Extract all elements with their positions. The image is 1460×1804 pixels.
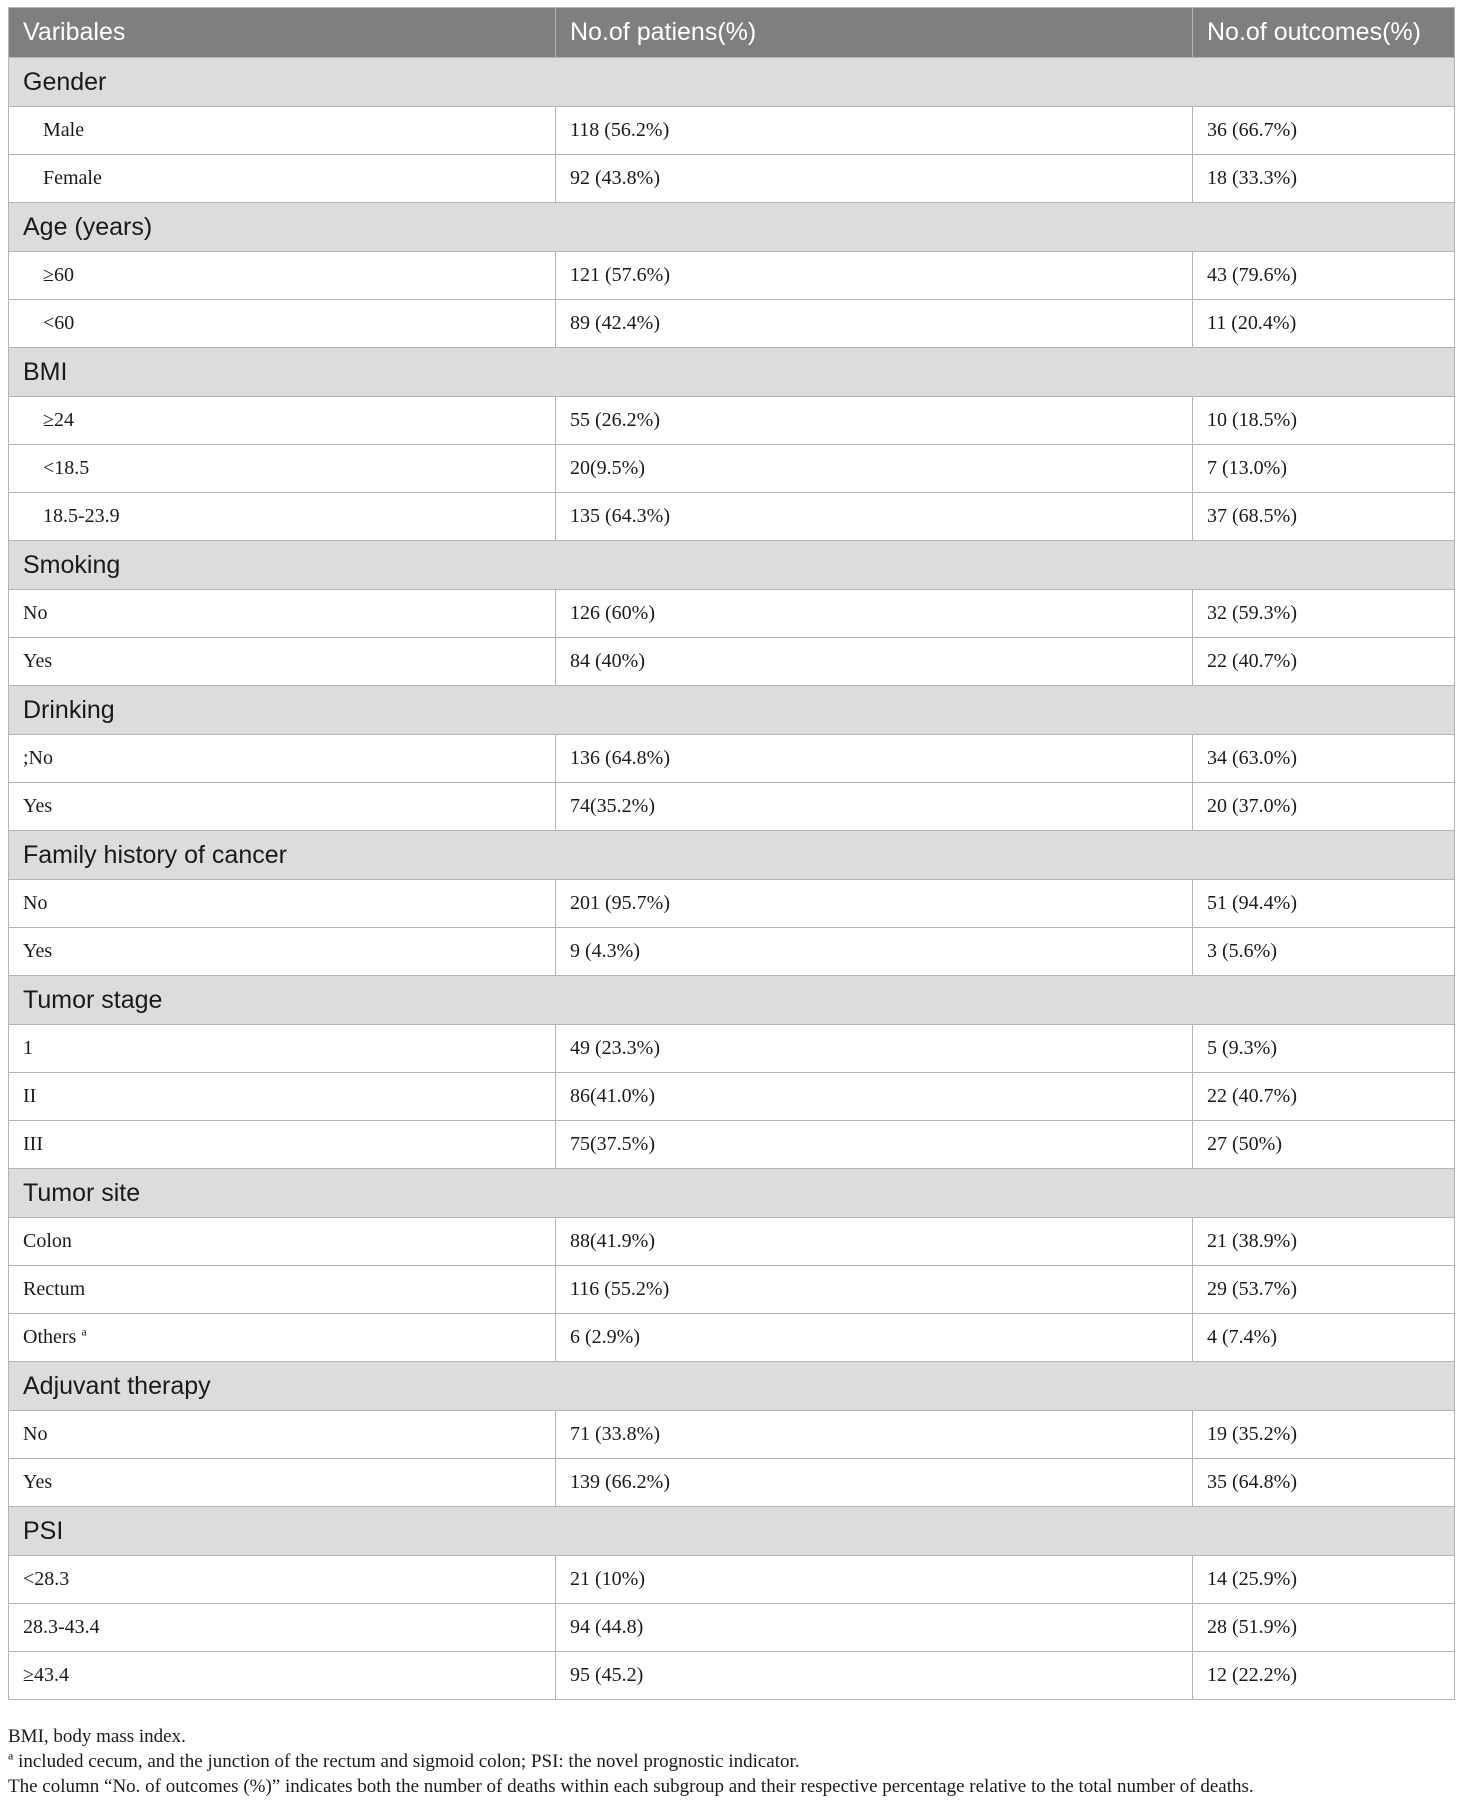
outcomes-cell: 3 (5.6%) <box>1193 928 1455 976</box>
table-row <box>9 1556 1455 1604</box>
table-row <box>9 1604 1455 1652</box>
patients-cell: 116 (55.2%) <box>556 1266 1193 1314</box>
patients-cell: 88(41.9%) <box>556 1218 1193 1266</box>
row-label: 1 <box>23 1037 33 1059</box>
table-row <box>9 155 1455 203</box>
group-row <box>9 1169 1455 1218</box>
outcomes-cell: 18 (33.3%) <box>1193 155 1455 203</box>
row-label: 18.5-23.9 <box>43 505 120 527</box>
row-label: II <box>23 1085 37 1107</box>
patients-cell: 86(41.0%) <box>556 1073 1193 1121</box>
table-row <box>9 252 1455 300</box>
patients-cell: 74(35.2%) <box>556 783 1193 831</box>
row-label-cell <box>9 1604 556 1652</box>
row-label: III <box>23 1133 43 1155</box>
row-footnote-mark: a <box>81 1324 87 1339</box>
group-label: Family history of cancer <box>9 831 1455 880</box>
table-row <box>9 445 1455 493</box>
group-row <box>9 831 1455 880</box>
patients-cell: 135 (64.3%) <box>556 493 1193 541</box>
table-row <box>9 107 1455 155</box>
patients-cell: 71 (33.8%) <box>556 1411 1193 1459</box>
outcomes-cell: 27 (50%) <box>1193 1121 1455 1169</box>
row-label-cell <box>9 1652 556 1700</box>
header-row <box>9 8 1455 58</box>
outcomes-cell: 5 (9.3%) <box>1193 1025 1455 1073</box>
group-label: Age (years) <box>9 203 1455 252</box>
table-row <box>9 880 1455 928</box>
row-label-cell <box>9 493 556 541</box>
table-row <box>9 1652 1455 1700</box>
patients-cell: 75(37.5%) <box>556 1121 1193 1169</box>
row-label-cell <box>9 1411 556 1459</box>
patients-cell: 94 (44.8) <box>556 1604 1193 1652</box>
header-patients: No.of patiens(%) <box>556 8 1193 58</box>
group-row <box>9 1362 1455 1411</box>
outcomes-cell: 7 (13.0%) <box>1193 445 1455 493</box>
header-outcomes: No.of outcomes(%) <box>1193 8 1455 58</box>
row-label: No <box>23 892 48 914</box>
row-label: Yes <box>23 940 53 962</box>
row-label-cell <box>9 783 556 831</box>
row-label-cell <box>9 1025 556 1073</box>
patients-cell: 121 (57.6%) <box>556 252 1193 300</box>
patient-characteristics-table <box>8 7 1455 1700</box>
table-footnotes <box>8 1724 1454 1799</box>
patients-cell: 49 (23.3%) <box>556 1025 1193 1073</box>
table-body <box>9 58 1455 1700</box>
footnote-a <box>8 1749 1454 1774</box>
row-label: Yes <box>23 795 53 817</box>
patients-cell: 95 (45.2) <box>556 1652 1193 1700</box>
table-row <box>9 1073 1455 1121</box>
row-label-cell <box>9 1556 556 1604</box>
row-label: Colon <box>23 1230 72 1252</box>
table-row <box>9 300 1455 348</box>
abbreviation-note: BMI, body mass index. <box>8 1726 186 1747</box>
patients-cell: 21 (10%) <box>556 1556 1193 1604</box>
table-row <box>9 1025 1455 1073</box>
table-row <box>9 590 1455 638</box>
outcomes-cell: 29 (53.7%) <box>1193 1266 1455 1314</box>
outcomes-cell: 12 (22.2%) <box>1193 1652 1455 1700</box>
row-label-cell <box>9 590 556 638</box>
table-row <box>9 638 1455 686</box>
outcomes-cell: 4 (7.4%) <box>1193 1314 1455 1362</box>
row-label: No <box>23 1423 48 1445</box>
patients-cell: 84 (40%) <box>556 638 1193 686</box>
row-label: Yes <box>23 650 53 672</box>
group-row <box>9 348 1455 397</box>
outcomes-cell: 22 (40.7%) <box>1193 1073 1455 1121</box>
patients-cell: 6 (2.9%) <box>556 1314 1193 1362</box>
patients-cell: 89 (42.4%) <box>556 300 1193 348</box>
table-row <box>9 1314 1455 1362</box>
group-label: Drinking <box>9 686 1455 735</box>
header-variables: Varibales <box>9 8 556 58</box>
outcomes-cell: 10 (18.5%) <box>1193 397 1455 445</box>
patients-cell: 20(9.5%) <box>556 445 1193 493</box>
group-label: Tumor site <box>9 1169 1455 1218</box>
group-row <box>9 541 1455 590</box>
group-label: Adjuvant therapy <box>9 1362 1455 1411</box>
row-label: No <box>23 602 48 624</box>
row-label: <28.3 <box>23 1568 70 1590</box>
row-label: Male <box>43 119 85 141</box>
group-row <box>9 1507 1455 1556</box>
footnote-mark: a <box>8 1748 14 1763</box>
patients-cell: 136 (64.8%) <box>556 735 1193 783</box>
table-row <box>9 493 1455 541</box>
table-container <box>8 7 1454 1700</box>
row-label-cell <box>9 638 556 686</box>
row-label-cell <box>9 252 556 300</box>
group-row <box>9 203 1455 252</box>
table-row <box>9 783 1455 831</box>
group-label: PSI <box>9 1507 1455 1556</box>
row-label: ≥43.4 <box>23 1664 69 1686</box>
table-row <box>9 1411 1455 1459</box>
group-row <box>9 686 1455 735</box>
outcomes-cell: 51 (94.4%) <box>1193 880 1455 928</box>
row-label-cell <box>9 445 556 493</box>
row-label-cell <box>9 1314 556 1362</box>
row-label: <60 <box>43 312 75 334</box>
row-label-cell <box>9 107 556 155</box>
outcomes-cell: 19 (35.2%) <box>1193 1411 1455 1459</box>
row-label: <18.5 <box>43 457 90 479</box>
table-row <box>9 397 1455 445</box>
patients-cell: 55 (26.2%) <box>556 397 1193 445</box>
row-label: 28.3-43.4 <box>23 1616 100 1638</box>
outcomes-cell: 22 (40.7%) <box>1193 638 1455 686</box>
table-row <box>9 1266 1455 1314</box>
outcomes-cell: 43 (79.6%) <box>1193 252 1455 300</box>
row-label-cell <box>9 1266 556 1314</box>
row-label: Rectum <box>23 1278 86 1300</box>
row-label-cell <box>9 880 556 928</box>
row-label-cell <box>9 735 556 783</box>
outcomes-cell: 32 (59.3%) <box>1193 590 1455 638</box>
row-label: ≥60 <box>43 264 74 286</box>
table-row <box>9 1218 1455 1266</box>
row-label-cell <box>9 1459 556 1507</box>
patients-cell: 118 (56.2%) <box>556 107 1193 155</box>
outcomes-cell: 34 (63.0%) <box>1193 735 1455 783</box>
outcomes-cell: 14 (25.9%) <box>1193 1556 1455 1604</box>
group-label: Gender <box>9 58 1455 107</box>
outcomes-cell: 37 (68.5%) <box>1193 493 1455 541</box>
outcomes-cell: 36 (66.7%) <box>1193 107 1455 155</box>
table-row <box>9 928 1455 976</box>
group-label: Tumor stage <box>9 976 1455 1025</box>
row-label-cell <box>9 300 556 348</box>
row-label-cell <box>9 155 556 203</box>
table-row <box>9 1121 1455 1169</box>
outcomes-column-note: The column “No. of outcomes (%)” indicates both the number of deaths within each subgroup and their respective percentage relative to the total number of deaths. <box>8 1776 1254 1797</box>
row-label: Others <box>23 1326 77 1348</box>
row-label-cell <box>9 1073 556 1121</box>
group-row <box>9 976 1455 1025</box>
group-label: BMI <box>9 348 1455 397</box>
outcomes-cell: 20 (37.0%) <box>1193 783 1455 831</box>
row-label: ≥24 <box>43 409 74 431</box>
row-label-cell <box>9 1121 556 1169</box>
patients-cell: 126 (60%) <box>556 590 1193 638</box>
row-label-cell <box>9 1218 556 1266</box>
row-label-cell <box>9 397 556 445</box>
row-label-cell <box>9 928 556 976</box>
table-row <box>9 1459 1455 1507</box>
outcomes-cell: 35 (64.8%) <box>1193 1459 1455 1507</box>
patients-cell: 9 (4.3%) <box>556 928 1193 976</box>
row-label: Yes <box>23 1471 53 1493</box>
table-row <box>9 735 1455 783</box>
row-label: Female <box>43 167 102 189</box>
outcomes-cell: 28 (51.9%) <box>1193 1604 1455 1652</box>
group-row <box>9 58 1455 107</box>
outcomes-cell: 11 (20.4%) <box>1193 300 1455 348</box>
patients-cell: 201 (95.7%) <box>556 880 1193 928</box>
patients-cell: 92 (43.8%) <box>556 155 1193 203</box>
footnote-text: included cecum, and the junction of the rectum and sigmoid colon; PSI: the novel prognostic indicator. <box>13 1751 800 1772</box>
patients-cell: 139 (66.2%) <box>556 1459 1193 1507</box>
row-label: ;No <box>23 747 53 769</box>
group-label: Smoking <box>9 541 1455 590</box>
outcomes-cell: 21 (38.9%) <box>1193 1218 1455 1266</box>
